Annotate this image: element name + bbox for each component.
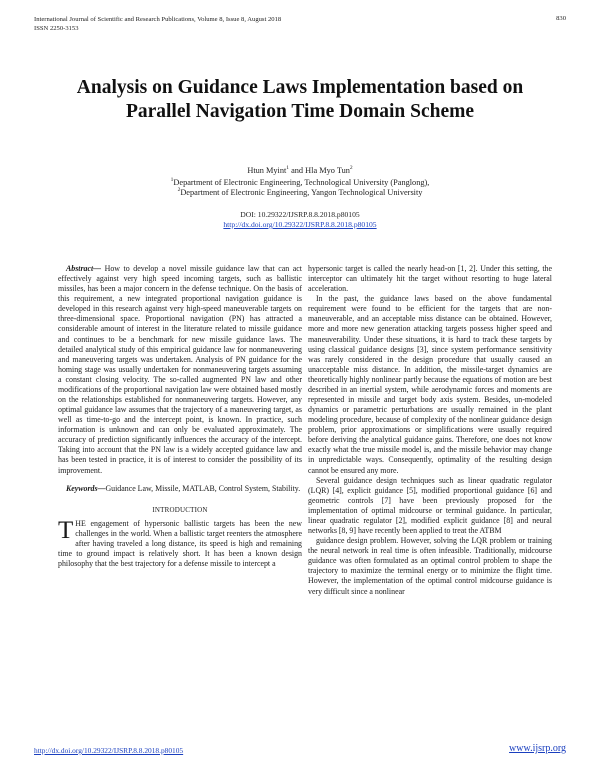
- right-column: [308, 264, 552, 597]
- affiliation-2: [0, 188, 600, 198]
- affiliation-1: [0, 178, 600, 188]
- author-line: [0, 166, 600, 175]
- keywords-label: Keywords—: [66, 483, 106, 493]
- right-paragraph-2: In the past, the guidance laws based on the above fundamental requirement were found to be efficient for the targets that are non-maneuverable, and an acceptable miss distance can be obtained. However, more and more new generation attacking targets possess higher speed and maneuverability. Under these situations, it is hard to track these targets by using classical guidance designs [3], since system performance sensitivity was rarely considered in the design procedure that usually caused an unacceptable miss distance. In addition, the missile-target dynamics are theoretically highly nonlinear partly because the equations of motion are best described in an inertial system, while aerodynamic forces and moments are represented in missile and target body axis system. Besides, un-modeled dynamics or parametric perturbations are usually remained in the plant modeling procedure, because of complexity of the nonlinear guidance design problem, prior approximations or simplifications were usually required before deriving the analytical guidance gains. Therefore, one does not know exactly what the true missile model is, and the missile behavior may change in unpredictable ways. Consequently, optimality of the resulting design cannot be ensured any more.: [308, 294, 552, 475]
- doi-text: DOI: 10.29322/IJSRP.8.8.2018.p80105: [240, 210, 360, 219]
- keywords-text: Guidance Law, Missile, MATLAB, Control System, Stability.: [105, 483, 301, 493]
- author-and: and: [289, 166, 306, 175]
- abstract: [58, 264, 302, 476]
- issn: ISSN 2250-3153: [34, 25, 79, 32]
- affiliation-1-sup: 1: [170, 177, 174, 184]
- author-2: Hla Myo Tun: [305, 166, 350, 175]
- keywords: [58, 484, 302, 494]
- abstract-text: How to develop a novel missile guidance law that can act effectively against very high speed incoming targets, such as ballistic missiles, has been a major concern in the defense technique. On the basis of this requirement, a new integrated proportional navigation guidance is developed in this research against very high-speed maneuverable targets on three-dimensional space. Proportional navigation (PN) has attracted a considerable amount of interest in the literature related to missile guidance and continues to be a benchmark for new missile guidance laws. The detailed analytical study of this empirical guidance law for nonmaneuvering and maneuvering targets was undertaken. Analysis of PN guidance for the homing stage was usually undertaken for nonmaneuvering targets assuming a constant closing velocity. The so-called augmented PN law and other modifications of the proportional navigation law were obtained based mostly on the relationships established for nonmaneuvering targets. However, any optimal guidance law assumes that the trajectory of a maneuvering target, as well as time-to-go and the intercept point, is known. In practice, such information is unknown and can only be evaluated approximately. The accuracy of prediction significantly influences the accuracy of the intercept. Taking into account that the PN law is a widely accepted guidance law and has been tested in practice, it is of interest to consider the possibility of its improvement.: [58, 264, 302, 475]
- introduction-text: HE engagement of hypersonic ballistic targets has been the new challenges in the world. When a ballistic target reenters the atmosphere after having traveled a long distance, its speed is high and remaining time to ground impact is relatively short. It has been a known design philosophy that the best trajectory for a defense missile to intercept a: [58, 518, 302, 569]
- paper-title: Analysis on Guidance Laws Implementation based on Parallel Navigation Time Domain Scheme: [76, 77, 524, 122]
- right-paragraph-3: Several guidance design techniques such as linear quadratic regulator (LQR) [4], explicit guidance [5], modified proportional guidance [6] and geometric controls [7] have been previously proposed for the implementation of optimal midcourse or terminal guidance. In particular, linear quadratic regulator [2], modified explicit guidance [8] and neural networks [8, 9] have recently been applied to treat the ATBM: [308, 475, 552, 536]
- dropcap: T: [58, 516, 74, 544]
- author-2-sup: 2: [349, 165, 353, 172]
- page-number: 830: [556, 15, 566, 22]
- left-column: [58, 264, 302, 569]
- introduction-heading: INTRODUCTION: [152, 505, 208, 514]
- journal-name: International Journal of Scientific and Research Publications, Volume 8, Issue 8, August 2018: [34, 16, 282, 23]
- affiliation-2-text: Department of Electronic Engineering, Yangon Technological University: [180, 188, 423, 197]
- affiliation-1-text: Department of Electronic Engineering, Technological University (Panglong),: [173, 178, 430, 187]
- doi-link[interactable]: http://dx.doi.org/10.29322/IJSRP.8.8.2018.p80105: [223, 220, 377, 229]
- footer-doi-link[interactable]: http://dx.doi.org/10.29322/IJSRP.8.8.2018.p80105: [34, 746, 184, 755]
- affiliation-2-sup: 2: [177, 187, 181, 194]
- author-1: Htun Myint: [247, 166, 287, 175]
- introduction-paragraph: [58, 516, 302, 569]
- abstract-label: Abstract—: [66, 264, 102, 273]
- author-1-sup: 1: [286, 165, 290, 172]
- right-paragraph-1: hypersonic target is called the nearly head-on [1, 2]. Under this setting, the interceptor can ultimately hit the target without resorting to huge lateral acceleration.: [308, 264, 552, 294]
- journal-header: [34, 15, 281, 33]
- doi-block: [0, 210, 600, 230]
- right-paragraph-4: guidance design problem. However, solving the LQR problem or training the neural network in real time is often infeasible. Traditionally, midcourse guidance was often formulated as an optimal control problem to shape the trajectory to maximize the terminal energy or to minimize the flight time. However, the implementation of the optimal control midcourse guidance is very difficult since a nonlinear: [308, 536, 552, 596]
- footer-site-link[interactable]: www.ijsrp.org: [509, 743, 566, 754]
